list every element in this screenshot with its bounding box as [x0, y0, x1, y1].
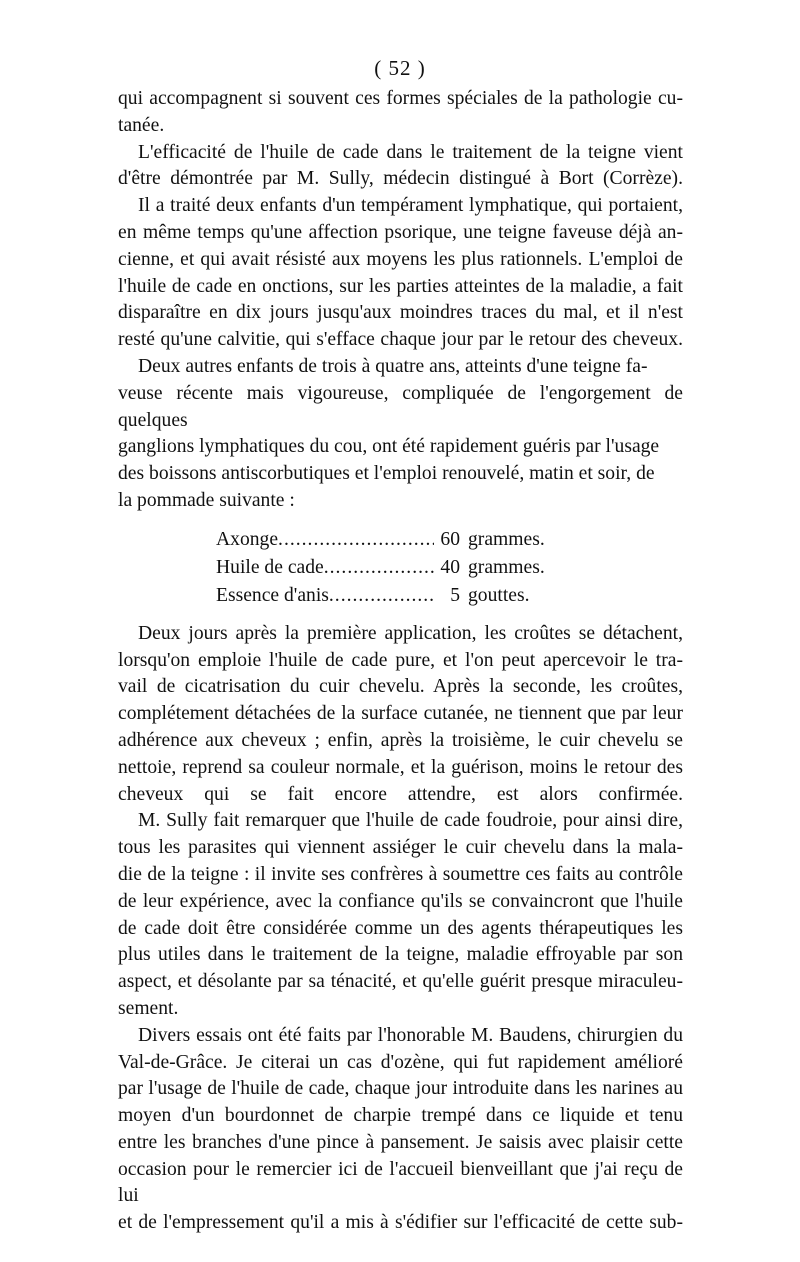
text-line: disparaître en dix jours jusqu'aux moindres traces du mal, et il n'est — [118, 302, 683, 324]
recipe-row — [216, 527, 576, 555]
text-line: moyen d'un bourdonnet de charpie trempé dans ce liquide et tenu — [118, 1105, 683, 1127]
text-line: Deux jours après la première application, les croûtes se détachent, — [138, 622, 683, 644]
paragraph — [118, 808, 683, 1022]
text-line: die de la teigne : il invite ses confrères à soumettre ces faits au contrôle — [118, 863, 683, 885]
body-text — [118, 86, 683, 1237]
text-line: Deux autres enfants de trois à quatre ans, atteints d'une teigne fa- — [138, 355, 648, 377]
text-line: aspect, et désolante par sa ténacité, et qu'elle guérit presque miraculeu- — [118, 971, 683, 993]
text-line: adhérence aux cheveux ; enfin, après la troisième, le cuir chevelu se — [118, 729, 683, 751]
text-line: tanée. — [118, 114, 165, 136]
recipe-unit: gouttes. — [468, 584, 530, 606]
text-line: la pommade suivante : — [118, 489, 295, 511]
recipe-unit: grammes. — [468, 556, 545, 578]
page-number: ( 52 ) — [374, 56, 426, 80]
leader-dots — [329, 583, 434, 610]
text-line: veuse récente mais vigoureuse, compliquée de l'engorgement de quelques — [118, 382, 683, 431]
text-line: de cade doit être considérée comme un des agents thérapeutiques les — [118, 917, 683, 939]
text-line: plus utiles dans le traitement de la teigne, maladie effroyable par son — [118, 944, 683, 966]
text-line: l'huile de cade en onctions, sur les parties atteintes de la maladie, a fait — [118, 275, 683, 297]
text-line: M. Sully fait remarquer que l'huile de cade foudroie, pour ainsi dire, — [138, 810, 683, 832]
text-line: des boissons antiscorbutiques et l'emploi renouvelé, matin et soir, de — [118, 463, 655, 485]
text-line: cheveux qui se fait encore attendre, est alors confirmée. — [118, 783, 683, 805]
text-line: ganglions lymphatiques du cou, ont été rapidement guéris par l'usage — [118, 436, 660, 458]
recipe-ingredient: Huile de cade — [216, 556, 324, 578]
recipe-amount: 60 — [440, 528, 460, 550]
paragraph — [118, 621, 683, 809]
paragraph — [118, 1023, 683, 1237]
text-line: lorsqu'on emploie l'huile de cade pure, et l'on peut apercevoir le tra- — [118, 649, 683, 671]
text-line: nettoie, reprend sa couleur normale, et la guérison, moins le retour des — [118, 756, 683, 778]
recipe-row — [216, 583, 576, 611]
leader-dots — [324, 555, 434, 582]
text-line: en même temps qu'une affection psorique, une teigne faveuse déjà an- — [118, 221, 683, 243]
text-line: L'efficacité de l'huile de cade dans le traitement de la teigne vient — [138, 141, 683, 163]
recipe-ingredient: Essence d'anis — [216, 584, 329, 606]
text-line: Il a traité deux enfants d'un tempérament lymphatique, qui portaient, — [138, 195, 683, 217]
text-line: de leur expérience, avec la confiance qu'ils se convaincront que l'huile — [118, 890, 683, 912]
text-line: Val-de-Grâce. Je citerai un cas d'ozène, qui fut rapidement amélioré — [118, 1051, 683, 1073]
text-line: d'être démontrée par M. Sully, médecin distingué à Bort (Corrèze). — [118, 168, 683, 190]
recipe-amount: 5 — [450, 584, 460, 606]
text-line: par l'usage de l'huile de cade, chaque jour introduite dans les narines au — [118, 1078, 683, 1100]
recipe-amount: 40 — [440, 556, 460, 578]
text-line: sement. — [118, 997, 179, 1019]
text-line: tous les parasites qui viennent assiéger le cuir chevelu dans la mala- — [118, 837, 683, 859]
recipe-list — [216, 527, 576, 611]
text-line: Divers essais ont été faits par l'honorable M. Baudens, chirurgien du — [138, 1024, 683, 1046]
text-line: resté qu'une calvitie, qui s'efface chaque jour par le retour des cheveux. — [118, 329, 683, 351]
recipe-row — [216, 555, 576, 583]
text-line: vail de cicatrisation du cuir chevelu. Après la seconde, les croûtes, — [118, 676, 683, 698]
leader-dots — [278, 527, 434, 554]
paragraph — [118, 354, 683, 515]
paragraph — [118, 193, 683, 354]
recipe-ingredient: Axonge — [216, 528, 279, 550]
text-line: entre les branches d'une pince à pansement. Je saisis avec plaisir cette — [118, 1131, 683, 1153]
recipe-unit: grammes. — [468, 528, 545, 550]
text-line: occasion pour le remercier ici de l'accueil bienveillant que j'ai reçu de lui — [118, 1158, 683, 1207]
text-line: complétement détachées de la surface cutanée, ne tiennent que par leur — [118, 703, 683, 725]
text-line: cienne, et qui avait résisté aux moyens les plus rationnels. L'emploi de — [118, 248, 683, 270]
text-line: et de l'empressement qu'il a mis à s'édifier sur l'efficacité de cette sub- — [118, 1212, 683, 1234]
paragraph — [118, 140, 683, 194]
paragraph — [118, 86, 683, 140]
text-line: qui accompagnent si souvent ces formes spéciales de la pathologie cu- — [118, 88, 683, 109]
